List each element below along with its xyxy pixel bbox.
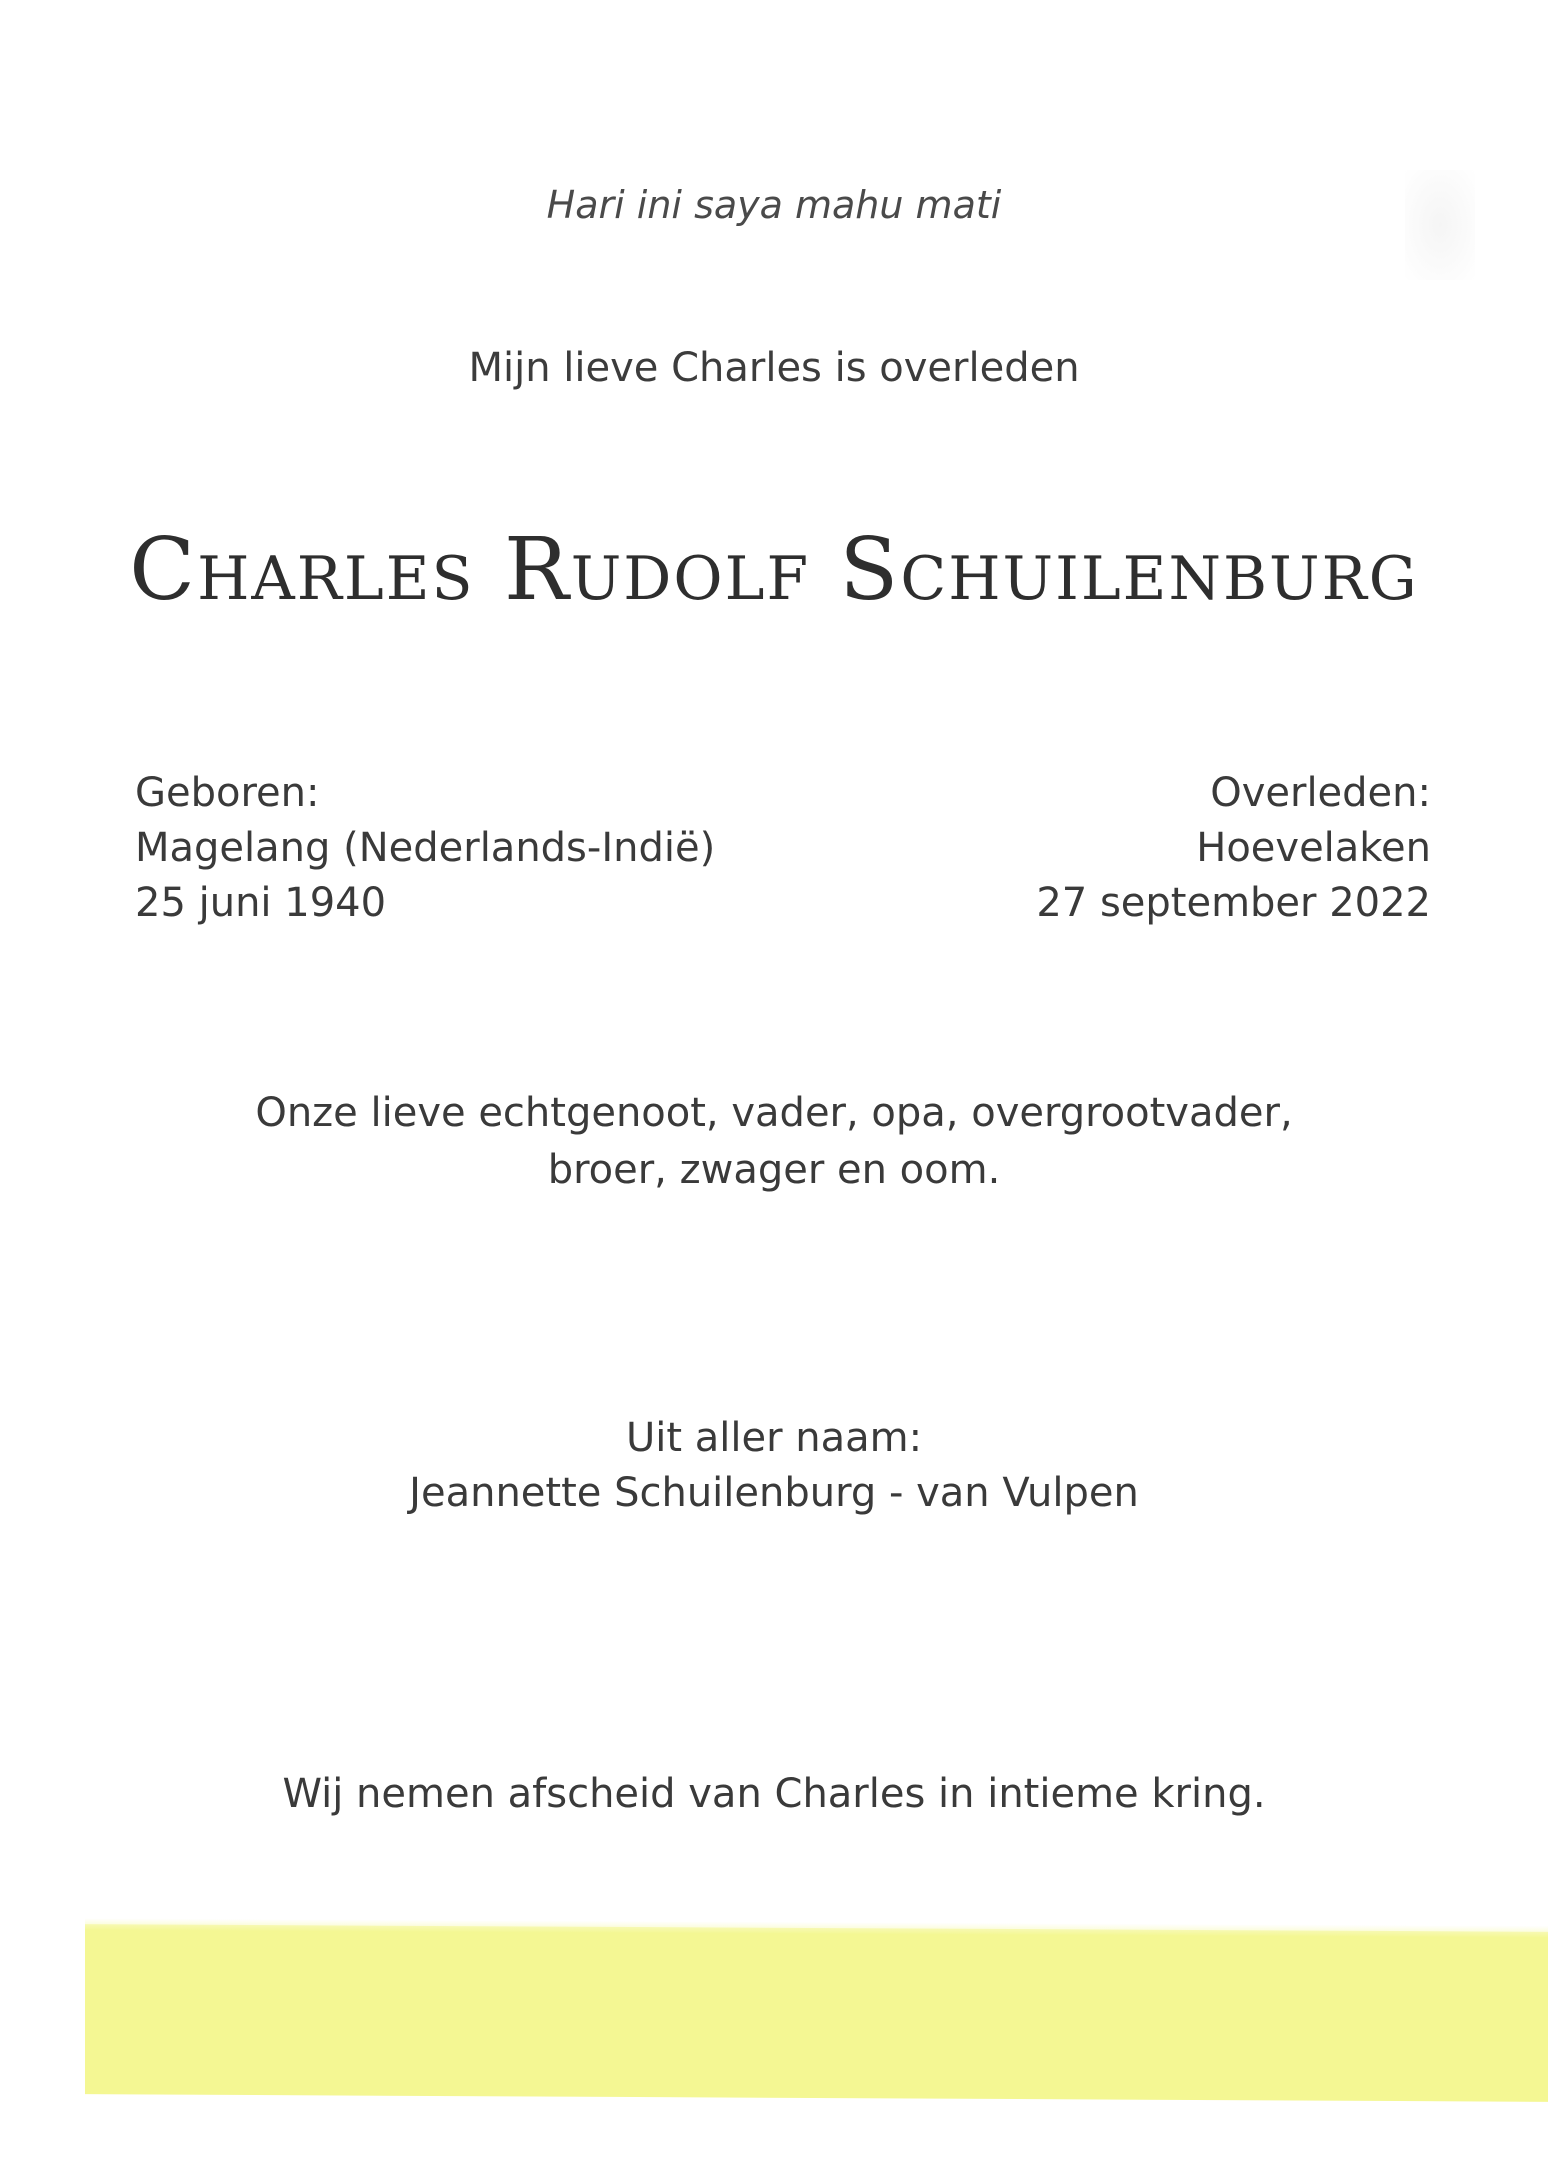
deceased-name: Charles Rudolf Schuilenburg — [129, 520, 1419, 620]
died-label: Overleden: — [1210, 770, 1431, 816]
signoff-block — [0, 1411, 1548, 1521]
born-place: Magelang (Nederlands-Indië) — [135, 825, 716, 871]
relations-line-1: Onze lieve echtgenoot, vader, opa, overgrootvader, — [255, 1090, 1293, 1136]
redacted-address-highlight — [85, 1924, 1548, 2102]
died-block — [1036, 766, 1431, 931]
relations-text — [0, 1085, 1548, 1199]
announcement-text: Mijn lieve Charles is overleden — [468, 345, 1080, 391]
died-place: Hoevelaken — [1196, 825, 1431, 871]
signoff-names: Jeannette Schuilenburg - van Vulpen — [409, 1470, 1139, 1516]
motto-text: Hari ini saya mahu mati — [546, 183, 1002, 227]
died-date: 27 september 2022 — [1036, 880, 1431, 926]
relations-line-2: broer, zwager en oom. — [547, 1147, 1001, 1193]
born-block — [135, 766, 715, 931]
born-label: Geboren: — [135, 770, 320, 816]
born-date: 25 juni 1940 — [135, 880, 387, 926]
signoff-label: Uit aller naam: — [625, 1415, 923, 1461]
farewell-text: Wij nemen afscheid van Charles in intieme kring. — [282, 1771, 1266, 1817]
